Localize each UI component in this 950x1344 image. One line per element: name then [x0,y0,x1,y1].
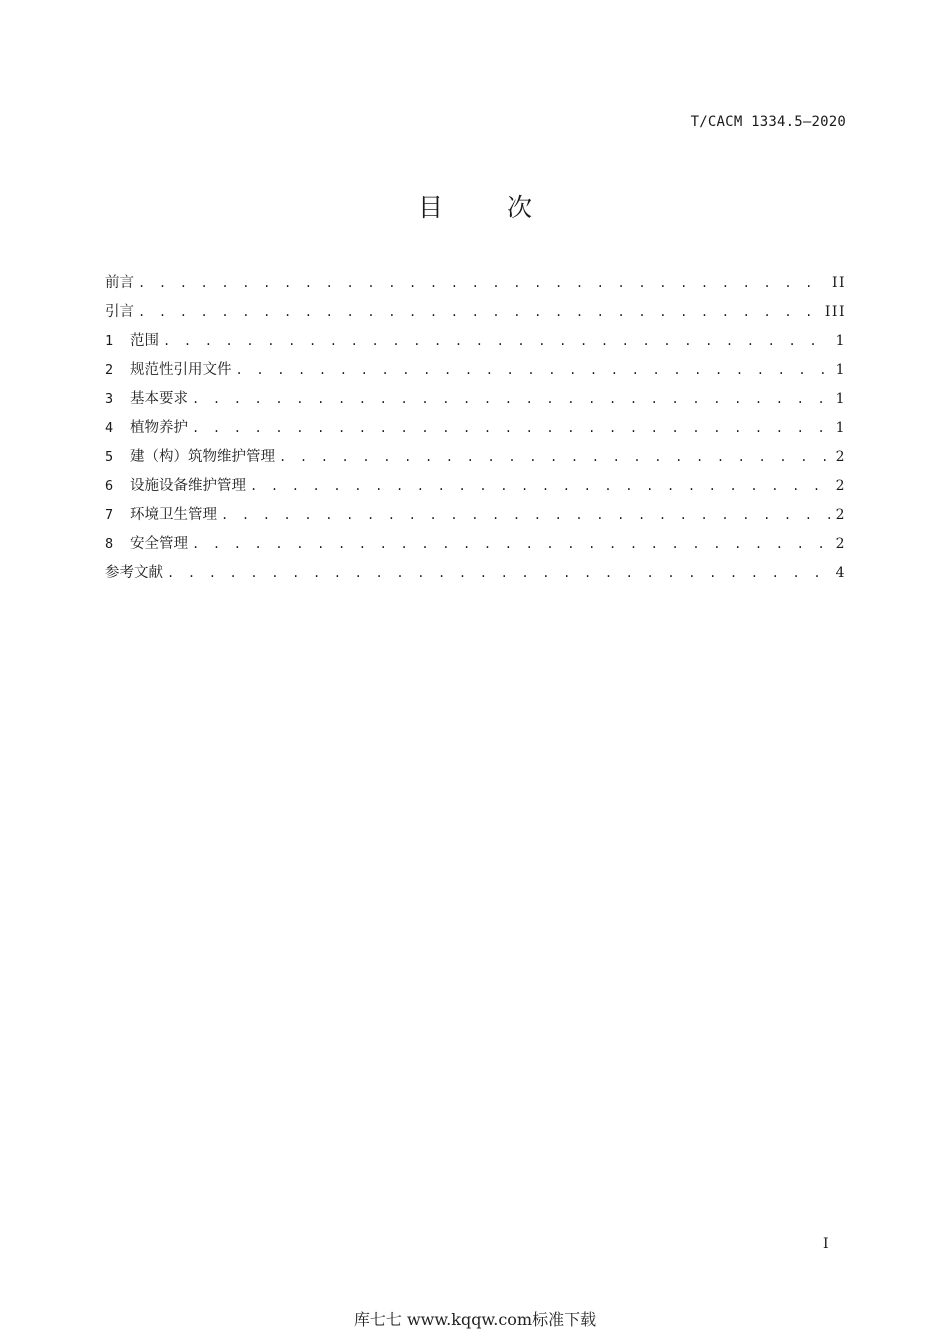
page-title: 目 次 [418,193,560,222]
toc-entry-text: 环境卫生管理 [130,507,217,523]
toc-entry-6[interactable] [105,474,846,503]
toc-entry-text: 引言 [105,304,134,320]
toc-entry-page: 2 [835,449,846,465]
toc-leader-dots [167,566,832,580]
toc-entry-text: 规范性引用文件 [130,362,232,378]
toc-entry-page: 1 [835,391,846,407]
toc-leader-dots [138,276,828,290]
toc-entry-number: 2 [105,362,114,378]
toc-entry-page: 2 [835,507,846,523]
toc-leader-dots [279,450,832,464]
toc-entry-page: 4 [835,565,846,581]
page-number: I [823,1236,829,1252]
toc-entry-number: 4 [105,420,114,436]
toc-leader-dots [138,305,821,319]
toc-leader-dots [163,334,832,348]
toc-entry-1[interactable] [105,329,846,358]
toc-entry-introduction[interactable] [105,300,846,329]
toc-entry-page: 2 [835,478,846,494]
table-of-contents [105,271,846,590]
toc-entry-number: 7 [105,507,114,523]
toc-entry-8[interactable] [105,532,846,561]
toc-entry-text: 基本要求 [130,391,188,407]
toc-entry-text: 安全管理 [130,536,188,552]
toc-entry-page: 1 [835,420,846,436]
toc-entry-number: 6 [105,478,114,494]
toc-entry-page: 1 [835,333,846,349]
toc-leader-dots [192,392,832,406]
toc-entry-5[interactable] [105,445,846,474]
toc-entry-page: 1 [835,362,846,378]
toc-entry-number: 1 [105,333,114,349]
toc-entry-text: 设施设备维护管理 [130,478,246,494]
toc-entry-number: 8 [105,536,114,552]
toc-leader-dots [192,537,832,551]
toc-entry-text: 建（构）筑物维护管理 [130,449,275,465]
toc-entry-text: 参考文献 [105,565,163,581]
toc-entry-2[interactable] [105,358,846,387]
toc-entry-number: 5 [105,449,114,465]
toc-entry-page: III [824,304,846,320]
toc-leader-dots [250,479,832,493]
toc-entry-number: 3 [105,391,114,407]
toc-entry-text: 范围 [130,333,159,349]
toc-entry-page: II [831,275,846,291]
toc-entry-references[interactable] [105,561,846,590]
toc-leader-dots [236,363,832,377]
toc-entry-3[interactable] [105,387,846,416]
toc-leader-dots [192,421,832,435]
toc-leader-dots [221,508,832,522]
toc-entry-page: 2 [835,536,846,552]
toc-entry-4[interactable] [105,416,846,445]
toc-entry-7[interactable] [105,503,846,532]
toc-entry-text: 前言 [105,275,134,291]
standard-code: T/CACM 1334.5—2020 [690,114,846,130]
watermark-text: 库七七 www.kqqw.com标准下载 [353,1310,597,1329]
toc-entry-text: 植物养护 [130,420,188,436]
toc-entry-preface[interactable] [105,271,846,300]
